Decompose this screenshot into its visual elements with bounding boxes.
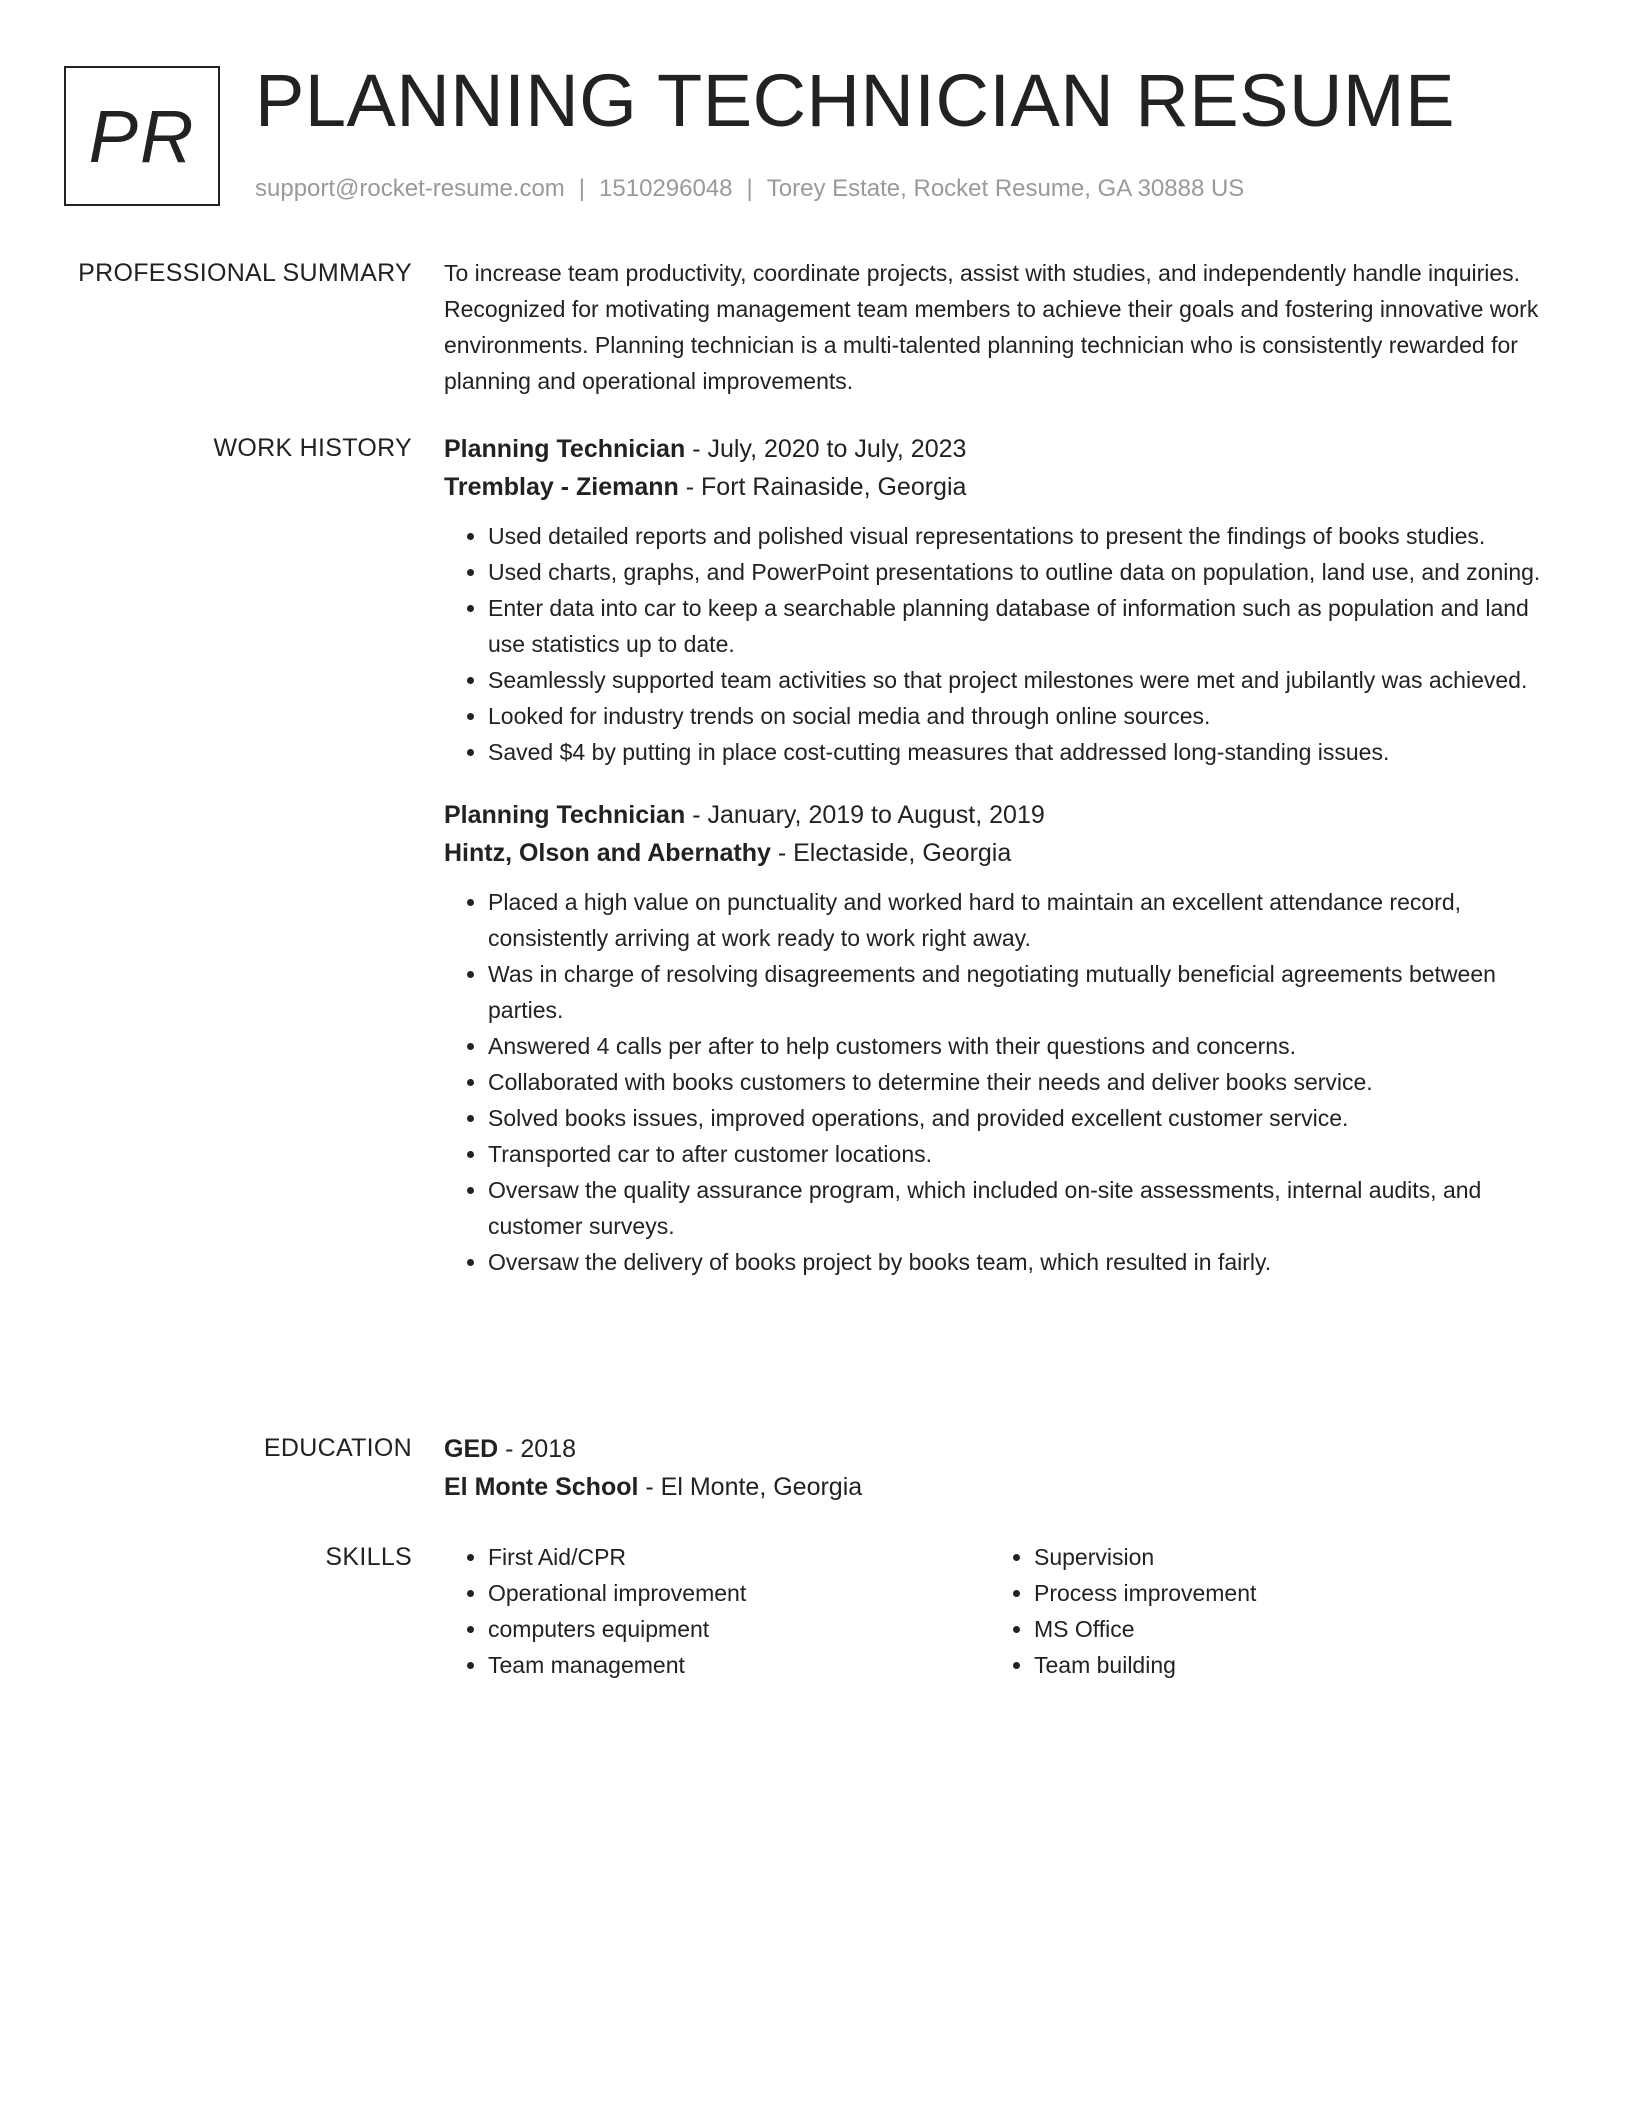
job-bullet: • Used charts, graphs, and PowerPoint presentations to outline data on population, land use, and zoning. <box>488 554 1560 590</box>
job-dates: - July, 2020 to July, 2023 <box>685 435 967 463</box>
job-dates: - January, 2019 to August, 2019 <box>685 801 1045 829</box>
job-location: - Fort Rainaside, Georgia <box>678 473 967 501</box>
job-title: Planning Technician <box>444 801 686 829</box>
contact-address: Torey Estate, Rocket Resume, GA 30888 US <box>766 175 1245 202</box>
skills-grid <box>444 1539 1560 1683</box>
section-label-work-history: WORK HISTORY <box>213 434 412 462</box>
contact-separator: | <box>746 175 753 202</box>
job-entry <box>444 430 1560 770</box>
job-bullet: • Looked for industry trends on social media and through online sources. <box>488 698 1560 734</box>
skills-list <box>444 1539 990 1683</box>
skills-column-right <box>990 1539 1536 1683</box>
job-title-line <box>444 430 1560 468</box>
summary-text: To increase team productivity, coordinate projects, assist with studies, and independently handle inquiries. Recognized for motivating management team members to achieve their goals and fostering innovative work environments. Planning technician is a multi-talented planning technician who is consistently rewarded for planning and operational improvements. <box>444 260 1539 394</box>
job-company-line <box>444 468 1560 506</box>
education-year: - 2018 <box>498 1435 577 1463</box>
skill-item: • Team management <box>488 1647 990 1683</box>
job-location: - Electaside, Georgia <box>770 839 1012 867</box>
job-bullet: • Was in charge of resolving disagreements and negotiating mutually beneficial agreements between parties. <box>488 956 1560 1028</box>
education-school: El Monte School <box>444 1473 639 1501</box>
job-bullet: • Answered 4 calls per after to help customers with their questions and concerns. <box>488 1028 1560 1064</box>
section-label-skills: SKILLS <box>325 1543 412 1571</box>
work-history-body <box>444 430 1560 1280</box>
resume-title: PLANNING TECHNICIAN RESUME <box>255 59 1455 142</box>
contact-phone[interactable]: 1510296048 <box>599 175 733 202</box>
education-degree-line <box>444 1430 1560 1468</box>
skill-item: • Process improvement <box>1034 1575 1536 1611</box>
section-label-education: EDUCATION <box>263 1434 412 1462</box>
skill-item: • computers equipment <box>488 1611 990 1647</box>
skills-list <box>990 1539 1536 1683</box>
job-title: Planning Technician <box>444 435 686 463</box>
job-bullet: • Oversaw the quality assurance program, which included on-site assessments, internal audits, and customer surveys. <box>488 1172 1560 1244</box>
skill-item: • Supervision <box>1034 1539 1536 1575</box>
contact-email[interactable]: support@rocket-resume.com <box>255 175 565 202</box>
education-school-line <box>444 1468 1560 1506</box>
job-company: Tremblay - Ziemann <box>444 473 679 501</box>
job-bullet: • Used detailed reports and polished visual representations to present the findings of books studies. <box>488 518 1560 554</box>
skills-column-left <box>444 1539 990 1683</box>
job-company: Hintz, Olson and Abernathy <box>444 839 771 867</box>
job-bullet: • Seamlessly supported team activities so that project milestones were met and jubilantly was achieved. <box>488 662 1560 698</box>
job-bullet: • Solved books issues, improved operations, and provided excellent customer service. <box>488 1100 1560 1136</box>
education-location: - El Monte, Georgia <box>638 1473 863 1501</box>
job-entry <box>444 796 1560 1280</box>
skill-item: • Team building <box>1034 1647 1536 1683</box>
job-bullet: • Transported car to after customer locations. <box>488 1136 1560 1172</box>
job-company-line <box>444 834 1560 872</box>
job-bullet: • Collaborated with books customers to determine their needs and deliver books service. <box>488 1064 1560 1100</box>
job-bullet: • Enter data into car to keep a searchable planning database of information such as population and land use statistics up to date. <box>488 590 1560 662</box>
education-body <box>444 1430 1560 1506</box>
skill-item: • First Aid/CPR <box>488 1539 990 1575</box>
job-bullets <box>444 884 1560 1280</box>
contact-line <box>255 174 1244 204</box>
skill-item: • Operational improvement <box>488 1575 990 1611</box>
section-label-summary: PROFESSIONAL SUMMARY <box>78 259 412 287</box>
job-bullets <box>444 518 1560 770</box>
job-bullet: • Saved $4 by putting in place cost-cutting measures that addressed long-standing issues. <box>488 734 1560 770</box>
contact-separator: | <box>578 175 586 202</box>
monogram-logo: PR <box>64 66 220 206</box>
job-bullet: • Placed a high value on punctuality and worked hard to maintain an excellent attendance record, consistently arriving at work ready to work right away. <box>488 884 1560 956</box>
job-bullet: • Oversaw the delivery of books project by books team, which resulted in fairly. <box>488 1244 1560 1280</box>
summary-body <box>444 255 1560 399</box>
skills-body <box>444 1539 1560 1683</box>
skill-item: • MS Office <box>1034 1611 1536 1647</box>
education-degree: GED <box>444 1435 499 1463</box>
job-title-line <box>444 796 1560 834</box>
